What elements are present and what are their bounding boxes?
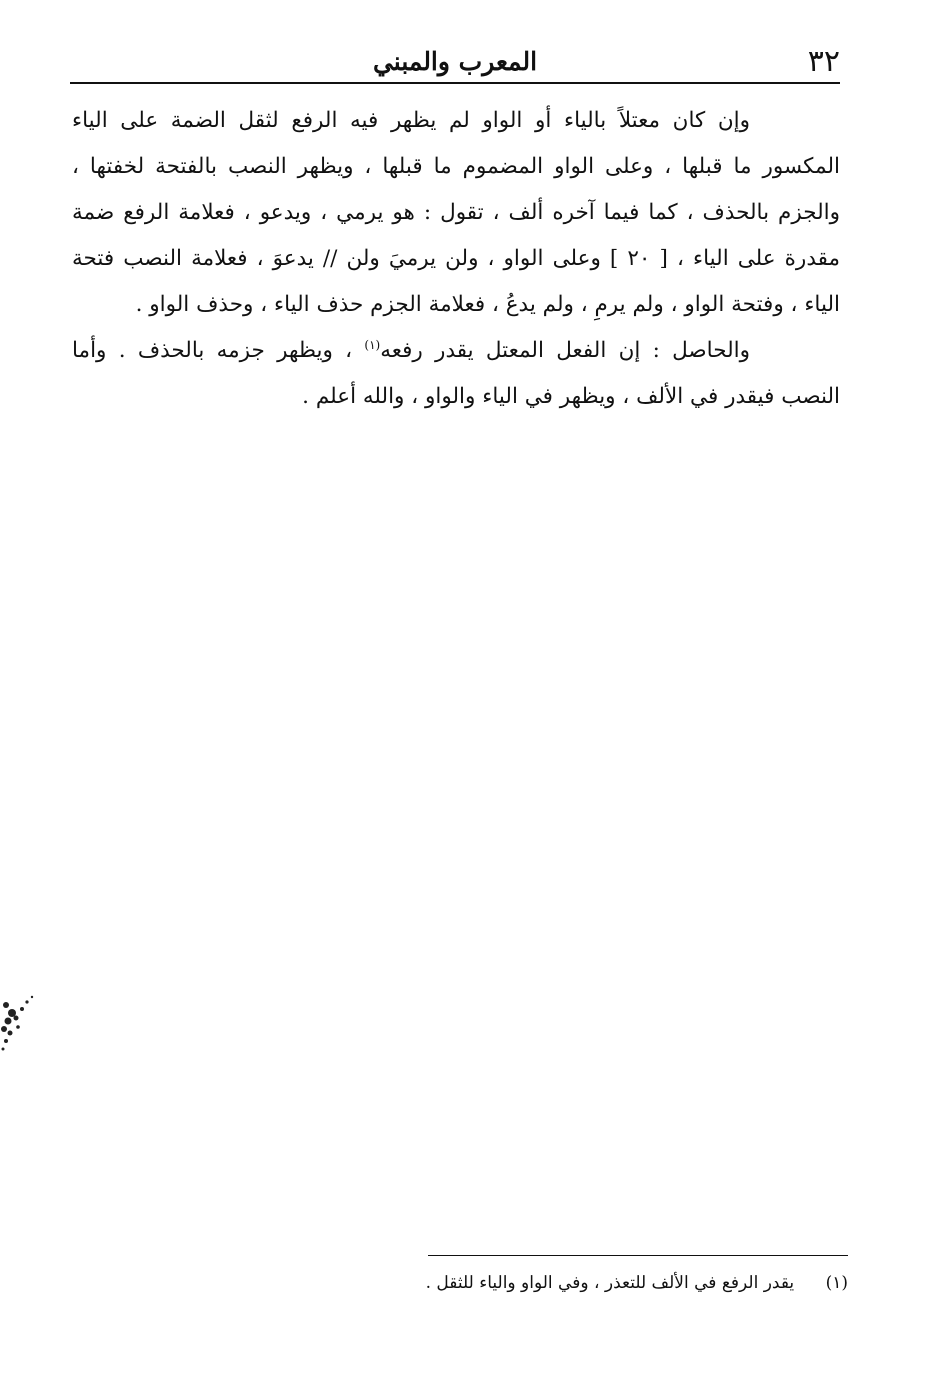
footnote-reference[interactable]: (١) (364, 337, 381, 352)
paragraph-2 (72, 328, 840, 420)
body-text (72, 98, 840, 420)
running-title: المعرب والمبني (372, 47, 538, 76)
paragraph-2-text-start: والحاصل : إن الفعل المعتل يقدر رفعه (380, 338, 751, 363)
footnote-text: يقدر الرفع في الألف للتعذر ، وفي الواو والياء للثقل . (425, 1273, 795, 1293)
footnote-number: (١) (825, 1273, 848, 1293)
footnote-rule (428, 1255, 848, 1256)
page-number: ٣٢ (807, 44, 840, 79)
footnote (100, 1266, 848, 1300)
paragraph-1: وإن كان معتلاً بالياء أو الواو لم يظهر فيه الرفع لثقل الضمة على الياء المكسور ما قبلها ، وعلى الواو المضموم ما قبلها ، ويظهر النصب بالفتحة لخفتها ، والجزم بالحذف ، كما فيما آخره ألف ، تقول : هو يرمي ، ويدعو ، فعلامة الرفع ضمة مقدرة على الياء ، [ ٢٠ ] وعلى الواو ، ولن يرميَ ولن // يدعوَ ، فعلامة النصب فتحة الياء ، وفتحة الواو ، ولم يرمِ ، ولم يدعُ ، فعلامة الجزم حذف الياء ، وحذف الواو . (72, 108, 840, 317)
paragraph-2-text-end: ، ويظهر جزمه بالحذف . وأما النصب فيقدر في الألف ، ويظهر في الياء والواو ، والله أعلم . (72, 338, 840, 409)
page-header (70, 42, 840, 86)
scan-speckle-mark (0, 985, 46, 1075)
header-rule (70, 82, 840, 84)
